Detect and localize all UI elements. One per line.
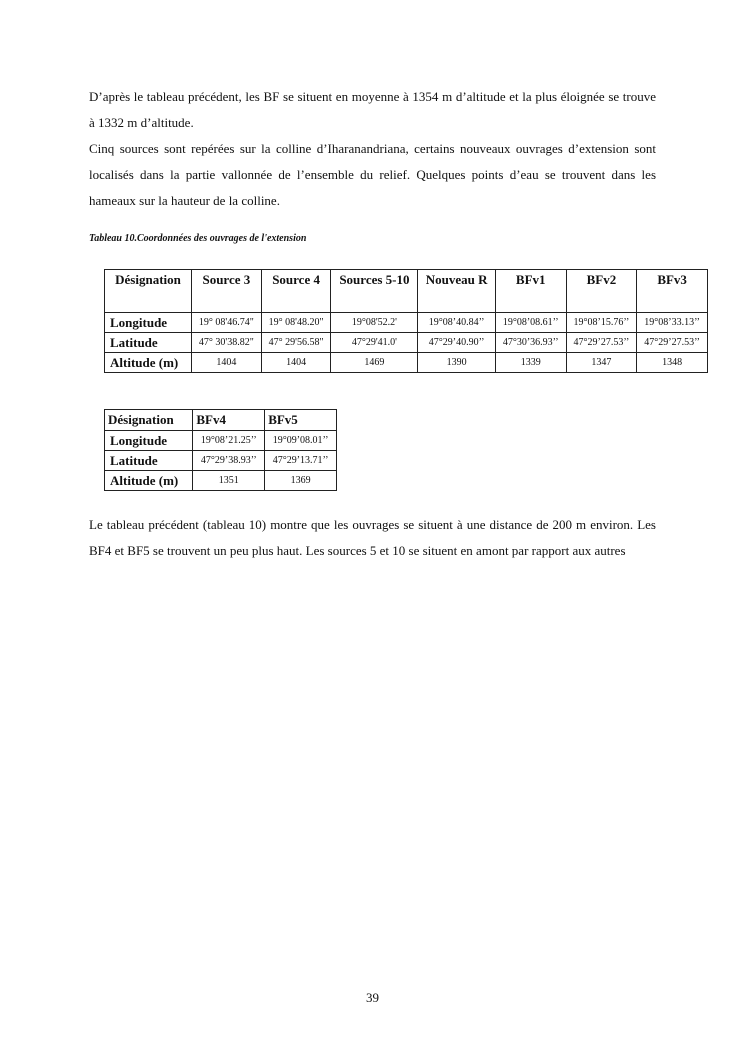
header-cell: Source 4 [261,270,331,313]
row-label: Latitude [105,333,192,353]
table-row [105,471,337,491]
header-cell: Désignation [105,270,192,313]
table-cell: 19°08’15.76’’ [566,313,637,333]
header-cell: Nouveau R [418,270,495,313]
paragraph-intro: D’après le tableau précédent, les BF se situent en moyenne à 1354 m d’altitude et la plus éloignée se trouve à 1332 m d’altitude. [89,89,656,130]
table-cell: 1390 [418,353,495,373]
header-cell: Sources 5-10 [331,270,418,313]
table-row [105,451,337,471]
header-cell: Désignation [105,410,193,431]
table-cell: 1348 [637,353,708,373]
table-cell: 1351 [193,471,265,491]
table-cell: 1347 [566,353,637,373]
paragraph-sources: Cinq sources sont repérées sur la colline d’Iharanandriana, certains nouveaux ouvrages d’extension sont localisés dans la partie vallonnée de l’ensemble du relief. Quelques points d’eau se trouvent dans les hameaux sur la hauteur de la colline. [89,141,656,208]
header-cell: Source 3 [192,270,262,313]
table-cell: 19° 08'46.74" [192,313,262,333]
table-cell: 1404 [192,353,262,373]
row-label: Latitude [105,451,193,471]
row-label: Altitude (m) [105,471,193,491]
table-cell: 19°09’08.01’’ [265,431,337,451]
table-cell: 19°08’40.84’’ [418,313,495,333]
table-header-row [105,410,337,431]
table-cell: 47°29’38.93’’ [193,451,265,471]
page-number: 39 [366,990,379,1005]
table-cell: 47° 30'38.82" [192,333,262,353]
coordinates-table-2 [104,409,337,491]
header-cell: BFv2 [566,270,637,313]
coordinates-table-1 [104,269,708,373]
paragraph-conclusion: Le tableau précédent (tableau 10) montre que les ouvrages se situent à une distance de 200 m environ. Les BF4 et BF5 se trouvent un peu plus haut. Les sources 5 et 10 se situent en amont par rapport aux autres [89,517,656,558]
table-row [105,313,708,333]
row-label: Longitude [105,313,192,333]
table-caption: Tableau 10.Coordonnées des ouvrages de l'extension [89,233,307,244]
table-cell: 47°29’40.90’’ [418,333,495,353]
table-cell: 1339 [495,353,566,373]
table-row [105,431,337,451]
table-cell: 47°29’27.53’’ [566,333,637,353]
table-row [105,353,708,373]
table-cell: 47°30’36.93’’ [495,333,566,353]
row-label: Longitude [105,431,193,451]
table-cell: 19°08’08.61’’ [495,313,566,333]
table-cell: 47° 29'56.58" [261,333,331,353]
table-cell: 47°29’27.53’’ [637,333,708,353]
table-cell: 19°08’21.25’’ [193,431,265,451]
table-cell: 19°08’33.13’’ [637,313,708,333]
header-cell: BFv3 [637,270,708,313]
header-cell: BFv1 [495,270,566,313]
table-cell: 47°29'41.0' [331,333,418,353]
table-cell: 47°29’13.71’’ [265,451,337,471]
row-label: Altitude (m) [105,353,192,373]
table-cell: 1469 [331,353,418,373]
header-cell: BFv4 [193,410,265,431]
table-header-row [105,270,708,313]
header-cell: BFv5 [265,410,337,431]
table-cell: 19°08'52.2' [331,313,418,333]
table-cell: 1369 [265,471,337,491]
table-cell: 1404 [261,353,331,373]
table-cell: 19° 08'48.20" [261,313,331,333]
table-row [105,333,708,353]
